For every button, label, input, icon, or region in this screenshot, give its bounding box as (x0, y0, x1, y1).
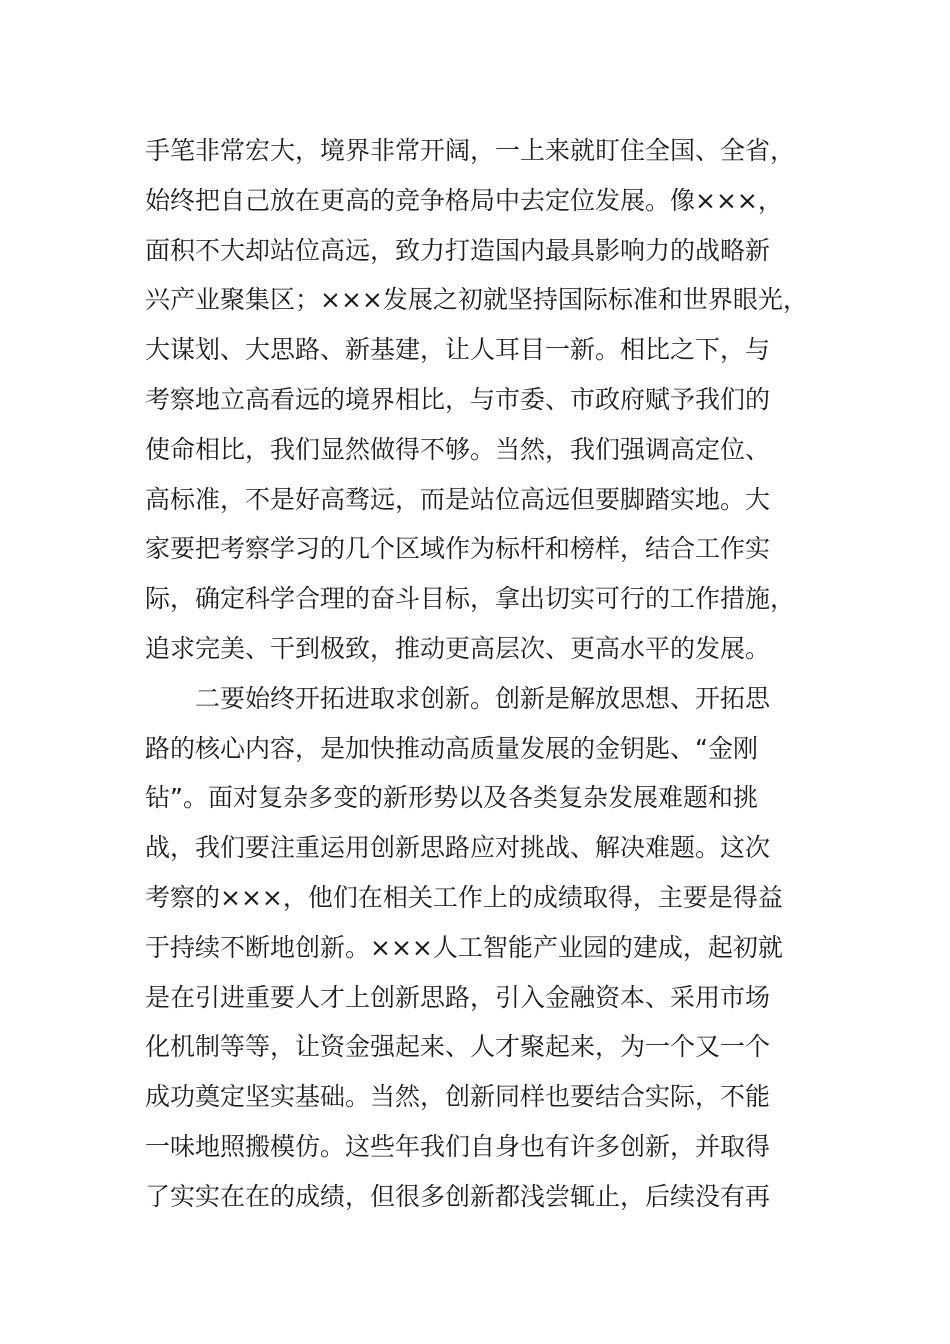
text-line: 大谋划、大思路、新基建，让人耳目一新。相比之下，与 (145, 335, 771, 365)
text-line: 兴产业聚集区；×××发展之初就坚持国际标准和世界眼光， (145, 285, 808, 315)
text-line: 化机制等等，让资金强起来、人才聚起来，为一个又一个 (145, 1032, 771, 1062)
text-line: 始终把自己放在更高的竞争格局中去定位发展。像×××， (145, 185, 783, 215)
text-line: 家要把考察学习的几个区域作为标杆和榜样，结合工作实 (145, 534, 771, 564)
text-line: 考察的×××，他们在相关工作上的成绩取得，主要是得益 (145, 882, 783, 912)
paragraph-start-line: 二要始终开拓进取求创新。创新是解放思想、开拓思 (145, 683, 771, 713)
text-line: 使命相比，我们显然做得不够。当然，我们强调高定位、 (145, 434, 771, 464)
text-line: 于持续不断地创新。×××人工智能产业园的建成，起初就 (145, 932, 783, 962)
text-line: 一味地照搬模仿。这些年我们自身也有许多创新，并取得 (145, 1131, 771, 1161)
text-line: 是在引进重要人才上创新思路，引入金融资本、采用市场 (145, 982, 771, 1012)
text-line: 了实实在在的成绩，但很多创新都浅尝辄止，后续没有再 (145, 1181, 771, 1211)
text-line: 战，我们要注重运用创新思路应对挑战、解决难题。这次 (145, 833, 771, 863)
text-line: 手笔非常宏大，境界非常开阔，一上来就盯住全国、全省， (145, 136, 796, 165)
text-line: 高标准，不是好高骛远，而是站位高远但要脚踏实地。大 (145, 484, 771, 514)
text-line: 追求完美、干到极致，推动更高层次、更高水平的发展。 (145, 633, 771, 663)
text-line: 成功奠定坚实基础。当然，创新同样也要结合实际，不能 (145, 1082, 771, 1112)
text-line: 面积不大却站位高远，致力打造国内最具影响力的战略新 (145, 235, 771, 265)
text-line: 考察地立高看远的境界相比，与市委、市政府赋予我们的 (145, 384, 771, 414)
body-text (145, 126, 825, 1222)
text-line: 路的核心内容，是加快推动高质量发展的金钥匙、“金刚 (145, 733, 758, 763)
text-line: 钻”。面对复杂多变的新形势以及各类复杂发展难题和挑 (145, 783, 758, 813)
text-line: 际，确定科学合理的奋斗目标，拿出切实可行的工作措施， (145, 584, 796, 614)
